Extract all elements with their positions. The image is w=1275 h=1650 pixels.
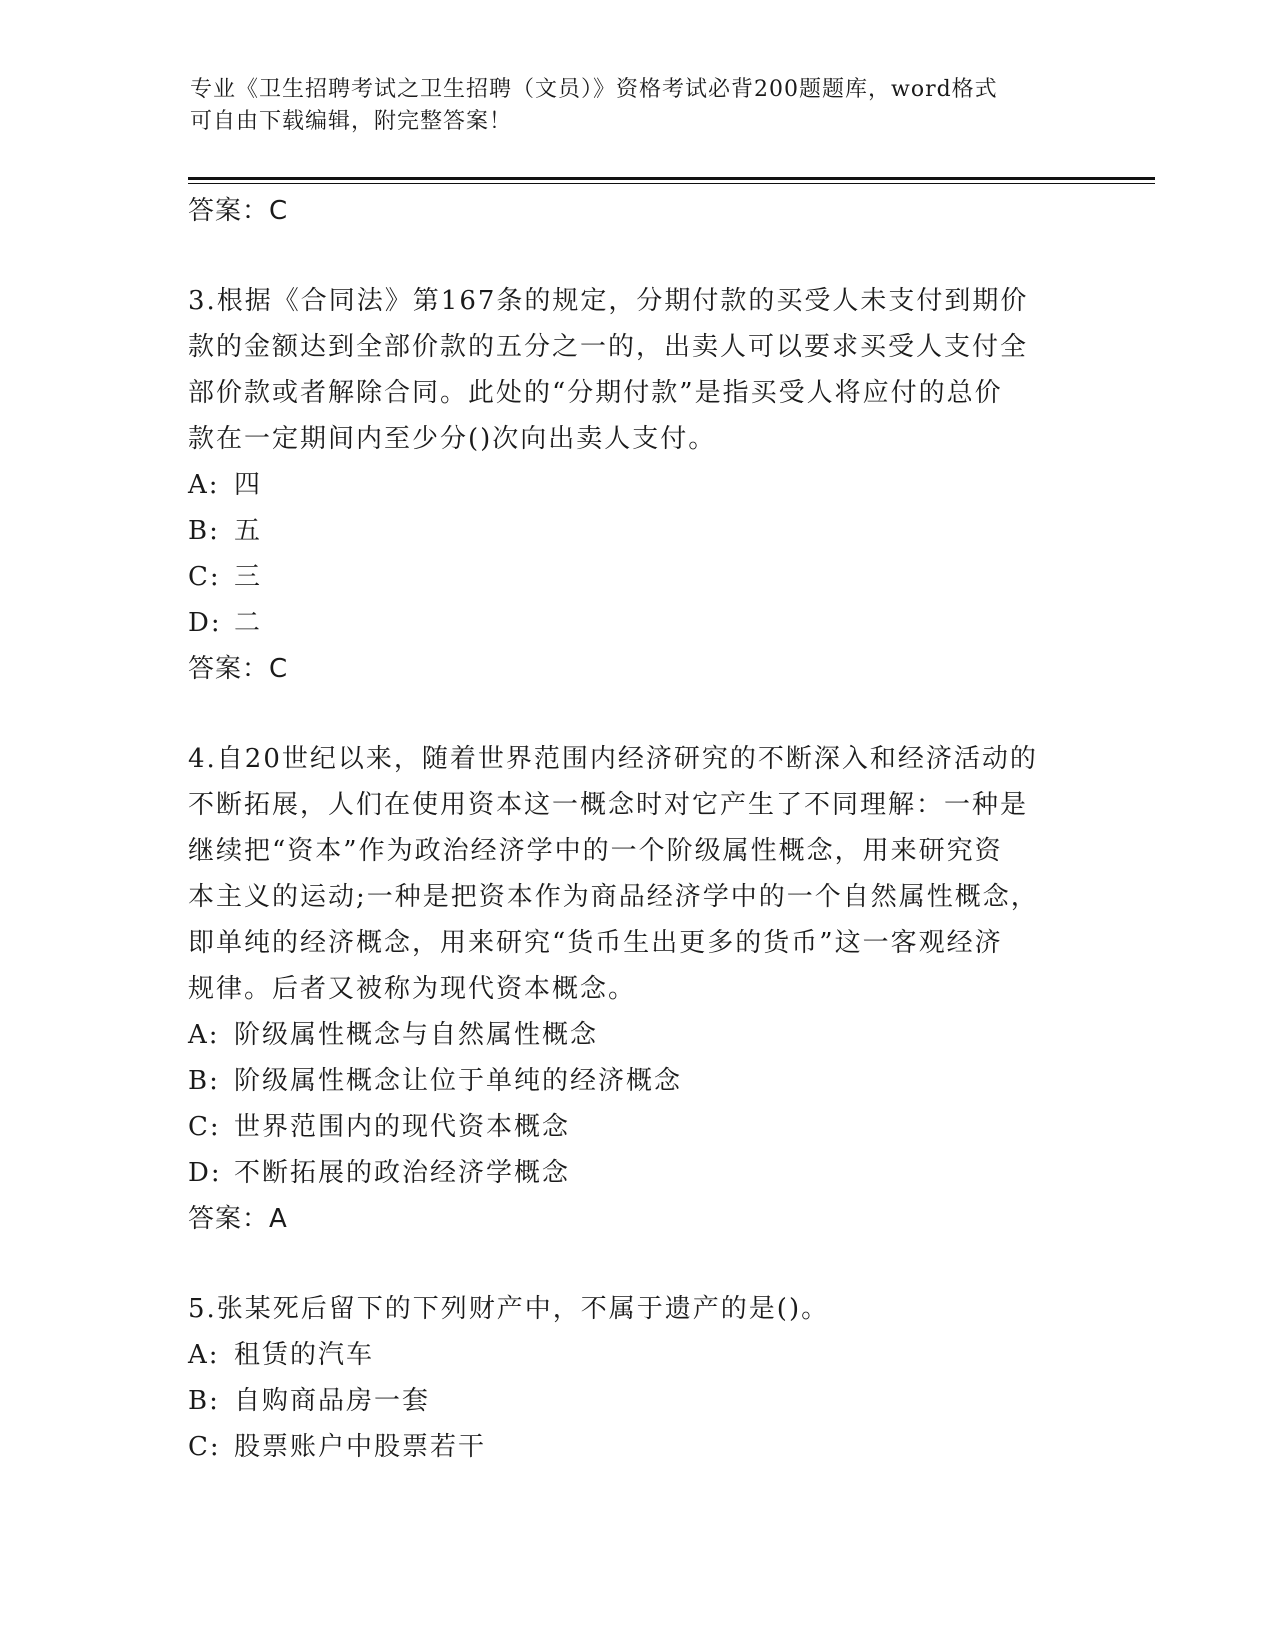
question-4 (188, 736, 1088, 1242)
option-letter: A: (188, 1020, 220, 1050)
question-4-line: 规律。后者又被称为现代资本概念。 (188, 974, 637, 1004)
question-3-option-c (188, 554, 1088, 600)
question-3-line: 款的金额达到全部价款的五分之一的，出卖人可以要求买受人支付全 (188, 332, 1029, 362)
question-5-option-a (188, 1332, 1088, 1378)
option-text: 不断拓展的政治经济学概念 (234, 1158, 571, 1188)
question-3-option-d (188, 600, 1088, 646)
question-3-line: 部价款或者解除合同。此处的“分期付款”是指买受人将应付的总价 (188, 378, 1003, 408)
question-4-option-a (188, 1012, 1088, 1058)
option-letter: C: (188, 1112, 221, 1142)
question-4-line: 本主义的运动;一种是把资本作为商品经济学中的一个自然属性概念， (188, 882, 1039, 912)
answer-q4: 答案：A (188, 1204, 288, 1234)
option-text: 五 (234, 516, 263, 546)
question-4-line: 继续把“资本”作为政治经济学中的一个阶级属性概念，用来研究资 (188, 836, 1003, 866)
question-4-line: 不断拓展，人们在使用资本这一概念时对它产生了不同理解：一种是 (188, 790, 1029, 820)
document-body (188, 188, 1088, 1470)
option-letter: A: (188, 1340, 220, 1370)
option-text: 四 (234, 470, 263, 500)
option-text: 阶级属性概念与自然属性概念 (234, 1020, 599, 1050)
option-text: 三 (234, 562, 263, 592)
option-letter: C: (188, 1432, 221, 1462)
question-4-option-b (188, 1058, 1088, 1104)
question-4-line: 即单纯的经济概念，用来研究“货币生出更多的货币”这一客观经济 (188, 928, 1003, 958)
question-4-option-d (188, 1150, 1088, 1196)
question-3-line: 款在一定期间内至少分()次向出卖人支付。 (188, 424, 717, 454)
option-text: 二 (234, 608, 263, 638)
option-text: 租赁的汽车 (234, 1340, 375, 1370)
option-text: 自购商品房一套 (234, 1386, 431, 1416)
option-letter: A: (188, 470, 220, 500)
question-4-line: 4.自20世纪以来，随着世界范围内经济研究的不断深入和经济活动的 (188, 744, 1038, 774)
question-3-option-b (188, 508, 1088, 554)
header-line-1: 专业《卫生招聘考试之卫生招聘（文员）》资格考试必背200题题库，word格式 (190, 77, 998, 102)
question-4-option-c (188, 1104, 1088, 1150)
option-text: 股票账户中股票若干 (234, 1432, 487, 1462)
question-5-line: 5.张某死后留下的下列财产中，不属于遗产的是()。 (188, 1294, 830, 1324)
header-line-2: 可自由下载编辑，附完整答案！ (190, 109, 513, 134)
option-text: 阶级属性概念让位于单纯的经济概念 (234, 1066, 683, 1096)
question-3-line: 3.根据《合同法》第167条的规定，分期付款的买受人未支付到期价 (188, 286, 1029, 316)
answer-q2: 答案：C (188, 196, 289, 226)
question-3 (188, 278, 1088, 692)
answer-q3: 答案：C (188, 654, 289, 684)
option-letter: D: (188, 608, 222, 638)
question-5 (188, 1286, 1088, 1470)
option-letter: B: (188, 516, 220, 546)
option-letter: D: (188, 1158, 222, 1188)
question-5-option-b (188, 1378, 1088, 1424)
question-5-option-c (188, 1424, 1088, 1470)
document-header (190, 74, 1070, 138)
option-letter: B: (188, 1066, 220, 1096)
option-letter: B: (188, 1386, 220, 1416)
header-divider-thick (188, 177, 1155, 180)
header-divider-thin (188, 183, 1155, 184)
option-letter: C: (188, 562, 221, 592)
option-text: 世界范围内的现代资本概念 (234, 1112, 571, 1142)
question-3-option-a (188, 462, 1088, 508)
